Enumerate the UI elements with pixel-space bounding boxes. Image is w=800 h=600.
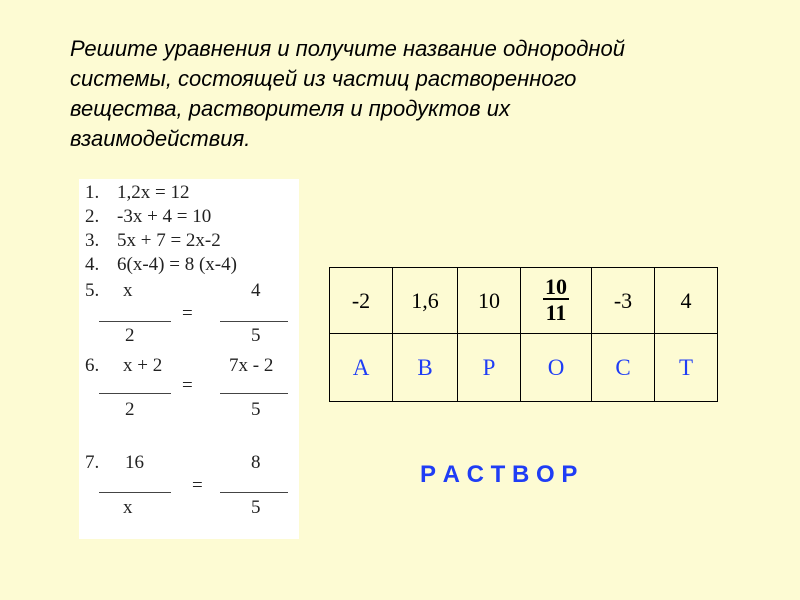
left-numerator: x + 2 — [123, 355, 163, 376]
letter-cell: С — [592, 334, 655, 402]
left-denominator: x — [123, 497, 133, 518]
equation-number: 6. — [85, 355, 100, 376]
left-numerator: 16 — [125, 452, 144, 473]
equation-number: 7. — [85, 452, 100, 473]
fraction-numerator: 10 — [545, 273, 567, 299]
task-text — [70, 34, 760, 154]
fraction-bar — [99, 492, 171, 493]
value-cell: 1,6 — [393, 268, 458, 334]
answer-key-table — [329, 267, 718, 402]
fraction-bar — [99, 321, 171, 322]
value-cell: -3 — [592, 268, 655, 334]
fraction-bar — [99, 393, 171, 394]
task-line: взаимодействия. — [70, 126, 251, 151]
equals-sign: = — [192, 475, 203, 496]
fraction-bar — [220, 492, 288, 493]
value-cell — [521, 268, 592, 334]
letter-cell: О — [521, 334, 592, 402]
right-denominator: 5 — [251, 325, 261, 346]
left-numerator: x — [123, 280, 133, 301]
letter-cell: Т — [655, 334, 718, 402]
task-line: Решите уравнения и получите название однородной — [70, 36, 625, 61]
letter-cell: Р — [458, 334, 521, 402]
answer-word: Р А С Т В О Р — [420, 461, 578, 488]
letter-cell: А — [330, 334, 393, 402]
value-cell: -2 — [330, 268, 393, 334]
equation-number: 4. — [85, 254, 100, 275]
equation-number: 2. — [85, 206, 100, 227]
letter-cell: В — [393, 334, 458, 402]
fraction-bar — [220, 393, 288, 394]
fraction-denominator: 11 — [545, 299, 567, 325]
equation-number: 3. — [85, 230, 100, 251]
equation-number: 1. — [85, 182, 100, 203]
equation-number: 5. — [85, 280, 100, 301]
value-cell: 4 — [655, 268, 718, 334]
left-denominator: 2 — [125, 399, 135, 420]
task-line: вещества, растворителя и продуктов их — [70, 96, 510, 121]
right-numerator: 7x - 2 — [229, 355, 274, 376]
task-line: системы, состоящей из частиц растворенного — [70, 66, 577, 91]
fraction-bar — [220, 321, 288, 322]
equals-sign: = — [182, 303, 193, 324]
right-numerator: 8 — [251, 452, 261, 473]
right-denominator: 5 — [251, 399, 261, 420]
equation-text: -3x + 4 = 10 — [117, 206, 212, 227]
values-row — [330, 268, 718, 334]
letters-row — [330, 334, 718, 402]
right-numerator: 4 — [251, 280, 261, 301]
right-denominator: 5 — [251, 497, 261, 518]
fraction-value — [543, 273, 569, 325]
equation-text: 1,2x = 12 — [117, 182, 190, 203]
equation-text: 5x + 7 = 2x-2 — [117, 230, 221, 251]
equation-text: 6(x-4) = 8 (x-4) — [117, 254, 237, 275]
equals-sign: = — [182, 375, 193, 396]
equations-panel — [79, 179, 299, 539]
left-denominator: 2 — [125, 325, 135, 346]
value-cell: 10 — [458, 268, 521, 334]
